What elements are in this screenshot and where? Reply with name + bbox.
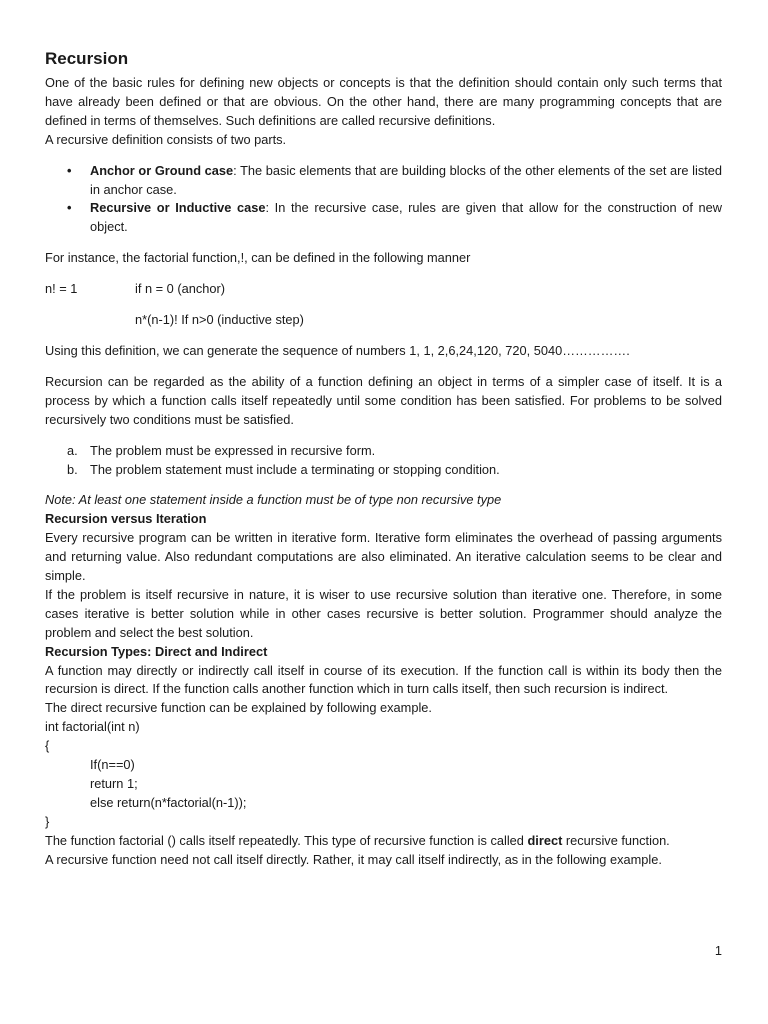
definition-parts-list: [45, 162, 722, 238]
factorial-intro: For instance, the factorial function,!, can be defined in the following manner: [45, 250, 471, 266]
list-item-text: : In the recursive case, rules are given that allow for the construction of new object.: [90, 200, 722, 235]
conditions-list: [45, 442, 722, 480]
list-item-term: Anchor or Ground case: [90, 162, 234, 178]
definition-inductive: n*(n-1)! If n>0 (inductive step): [135, 312, 304, 328]
section-heading-iteration: Recursion versus Iteration: [45, 511, 207, 527]
intro-paragraph-2: A recursive definition consists of two parts.: [45, 131, 287, 147]
list-item-text: The problem must be expressed in recursive form.: [90, 442, 376, 458]
direct-paragraph: The function factorial () calls itself repeatedly. This type of recursive function is called direct recursive function.: [45, 832, 670, 848]
code-line: else return(n*factorial(n-1));: [90, 794, 247, 810]
definition-lhs: n! = 1: [45, 281, 78, 297]
list-item: [45, 199, 722, 237]
iteration-paragraph-1: Every recursive program can be written in iterative form. Iterative form eliminates the overhead of passing arguments and returning value. Also redundant computations are also eliminated. An iterative calculation seems to be clear and simple.: [45, 530, 722, 584]
direct-intro: The direct recursive function can be explained by following example.: [45, 700, 432, 716]
sequence-paragraph: Using this definition, we can generate the sequence of numbers 1, 1, 2,6,24,120, 720, 5040…………….: [45, 342, 630, 358]
list-marker: b.: [67, 461, 78, 477]
factorial-definition-row-2: [45, 311, 722, 330]
iteration-paragraph-2: If the problem is itself recursive in nature, it is wiser to use recursive solution than iterative one. Therefore, in some cases iterative is better solution while in other cases recursive is better solution. Programmer should analyze the problem and select the best solution.: [45, 586, 722, 640]
list-item-text: The problem statement must include a terminating or stopping condition.: [90, 461, 500, 477]
list-item: [45, 461, 722, 480]
list-item: [45, 442, 722, 461]
code-line: return 1;: [90, 776, 138, 791]
recursion-paragraph: Recursion can be regarded as the ability of a function defining an object in terms of a simpler case of itself. It is a process by which a function calls itself repeatedly until some condition has been satisfied. For problems to be solved recursively two conditions must be satisfied.: [45, 373, 722, 427]
types-paragraph: A function may directly or indirectly call itself in course of its execution. If the function call is within its body then the recursion is direct. If the function calls another function which in turn calls itself, then such recursion is indirect.: [45, 662, 722, 697]
code-line: }: [45, 813, 50, 829]
code-line: {: [45, 738, 50, 754]
list-item-text: : The basic elements that are building blocks of the other elements of the set are listed in anchor case.: [90, 162, 723, 197]
page-number: 1: [714, 943, 722, 958]
list-item-term: Recursive or Inductive case: [90, 200, 266, 216]
list-marker: a.: [67, 442, 78, 458]
factorial-definition-row-1: [45, 280, 722, 299]
code-line: int factorial(int n): [45, 719, 140, 735]
code-line: If(n==0): [90, 757, 135, 773]
definition-anchor: if n = 0 (anchor): [135, 281, 225, 297]
indirect-paragraph: A recursive function need not call itself directly. Rather, it may call itself indirectly, as in the following example.: [45, 851, 662, 867]
section-heading-types: Recursion Types: Direct and Indirect: [45, 643, 268, 659]
code-block: [45, 718, 722, 831]
note: Note: At least one statement inside a function must be of type non recursive type: [45, 492, 502, 508]
list-item: [45, 162, 722, 200]
page-title: Recursion: [45, 49, 129, 68]
intro-paragraph: One of the basic rules for defining new objects or concepts is that the definition should contain only such terms that have already been defined or that are obvious. On the other hand, there are many programming concepts that are defined in terms of themselves. Such definitions are called recursive definitions.: [45, 75, 722, 128]
